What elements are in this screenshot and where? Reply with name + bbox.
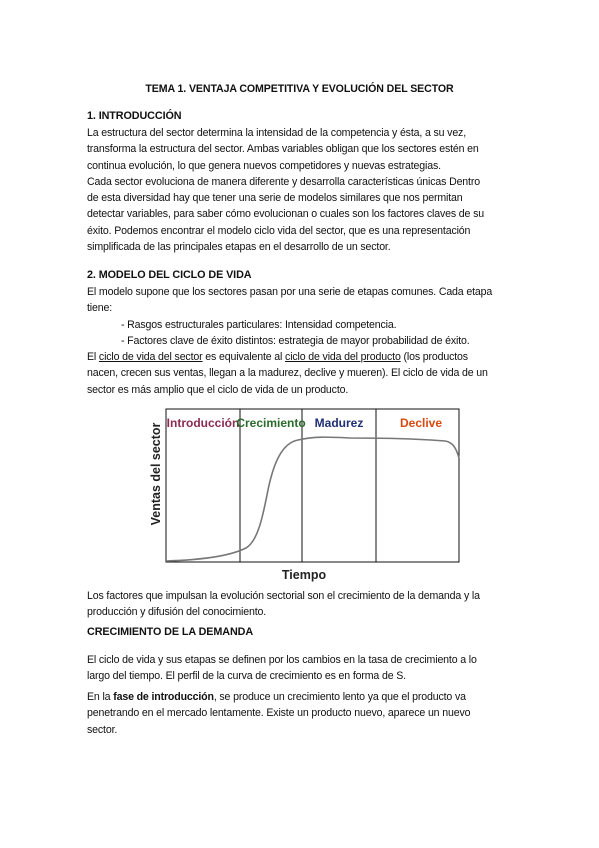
text-line: éxito. Podemos encontrar el modelo ciclo vida del sector, que es una representación — [87, 224, 471, 237]
text-line: producción y difusión del conocimiento. — [87, 606, 267, 619]
text-line: continua evolución, lo que genera nuevos competidores y nuevas estrategias. — [87, 159, 441, 172]
text-line: largo del tiempo. El perfil de la curva de crecimiento es en forma de S. — [87, 670, 406, 683]
intro-phase-paragraph — [87, 689, 527, 738]
list-item: - Factores clave de éxito distintos: estrategia de mayor probabilidad de éxito. — [121, 334, 470, 347]
stage-label-introduccion: Introducción — [166, 416, 240, 430]
text-line: penetrando en el mercado lentamente. Existe un producto nuevo, aparece un nuevo — [87, 707, 471, 720]
text-line: El modelo supone que los sectores pasan por una serie de etapas comunes. Cada etapa — [87, 286, 493, 298]
text-line: El ciclo de vida del sector es equivalente al ciclo de vida del producto (los productos — [87, 351, 468, 364]
section-2-body — [87, 284, 527, 398]
text-line: sector. — [87, 723, 118, 736]
list-item: - Rasgos estructurales particulares: Intensidad competencia. — [121, 318, 397, 331]
factors-paragraph — [87, 588, 527, 621]
text-line: transforma la estructura del sector. Ambas variables obligan que los sectores estén en — [87, 143, 479, 156]
text-line: Los factores que impulsan la evolución sectorial son el crecimiento de la demanda y la — [87, 590, 480, 602]
document-title: TEMA 1. VENTAJA COMPETITIVA Y EVOLUCIÓN DEL SECTOR — [145, 83, 454, 95]
sales-curve — [166, 437, 459, 561]
text-line: En la fase de introducción, se produce un crecimiento lento ya que el producto va — [87, 691, 466, 703]
text-line: Cada sector evoluciona de manera diferente y desarrolla características únicas Dentro — [87, 175, 480, 188]
figure-ylabel: Ventas del sector — [149, 422, 163, 526]
underlined-term: ciclo de vida del producto — [285, 351, 401, 364]
stage-label-madurez: Madurez — [314, 416, 364, 430]
section-1-heading: 1. INTRODUCCIÓN — [87, 110, 182, 122]
text-line: El ciclo de vida y sus etapas se definen por los cambios en la tasa de crecimiento a lo — [87, 654, 477, 666]
bold-term: fase de introducción — [113, 691, 214, 703]
text-line: simplificada de las principales etapas en el desarrollo de un sector. — [87, 241, 391, 254]
text-line: de esta diversidad hay que tener una serie de modelos similares que nos permitan — [87, 192, 463, 205]
text-line: detectar variables, para saber cómo evolucionan o cuales son los factores claves de su — [87, 208, 484, 221]
text-line: tiene: — [87, 302, 113, 315]
text-line: nacen, crecen sus ventas, llegan a la madurez, declive y mueren). El ciclo de vida de un — [87, 367, 488, 380]
text-line: sector es más amplio que el ciclo de vida de un producto. — [87, 383, 349, 396]
demand-paragraph — [87, 652, 527, 685]
stage-label-crecimiento: Crecimiento — [236, 416, 306, 430]
figure-xlabel: Tiempo — [281, 568, 327, 582]
stage-label-declive: Declive — [399, 416, 443, 430]
demand-heading: CRECIMIENTO DE LA DEMANDA — [87, 626, 254, 638]
underlined-term: ciclo de vida del sector — [98, 351, 203, 364]
section-1-body — [87, 125, 527, 255]
text-line: La estructura del sector determina la intensidad de la competencia y ésta, a su vez, — [87, 127, 466, 139]
chart-frame — [166, 409, 459, 562]
section-2-heading: 2. MODELO DEL CICLO DE VIDA — [87, 269, 252, 281]
